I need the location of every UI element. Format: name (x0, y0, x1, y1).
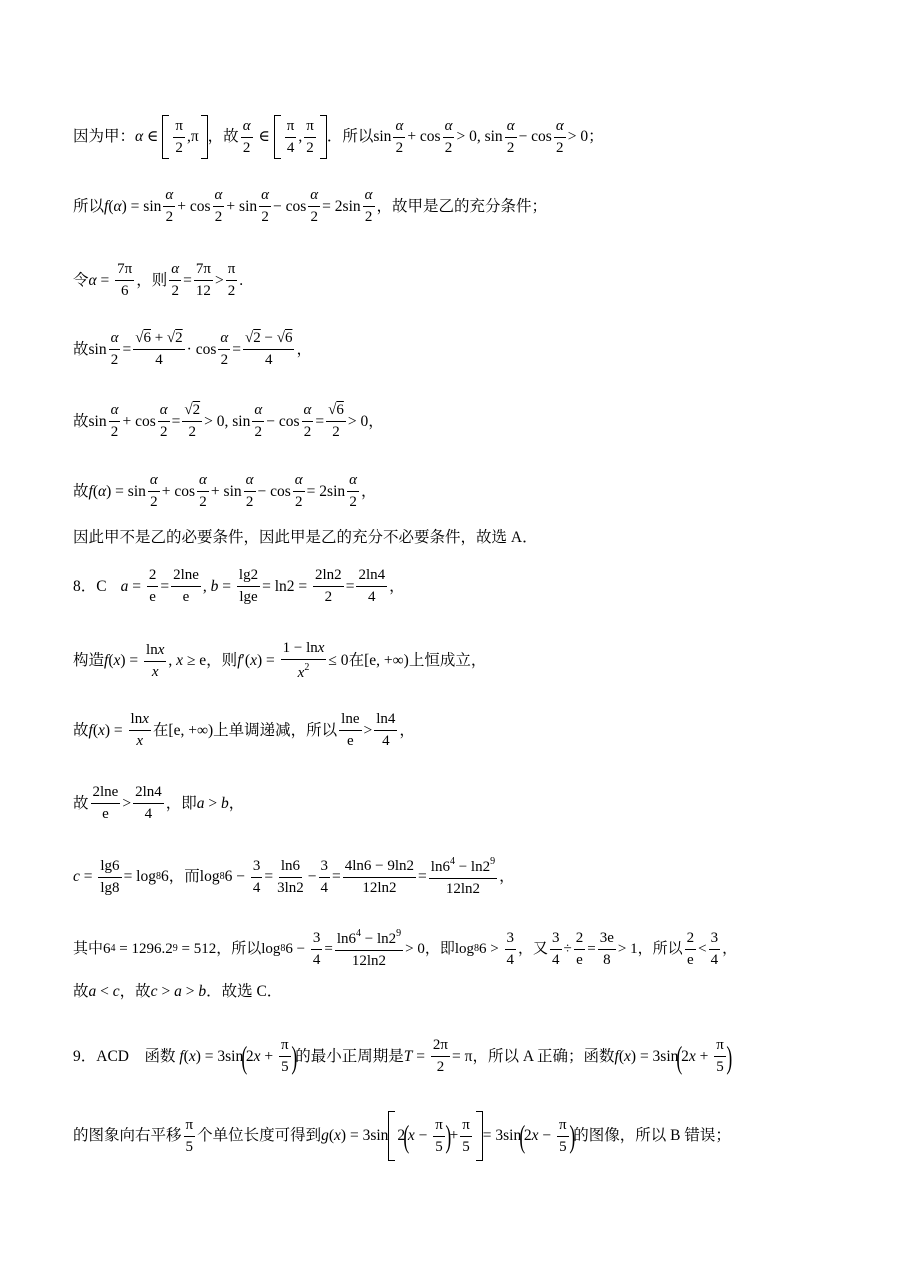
line-5: 故 sin $\frac{\alpha}{2}$ + cos $\frac{\alpha}{2}$ = $\frac{√2}{2}$ > 0, sin $\frac{\alpha}{2}$ − cos $\frac{\alpha}{2}$ = $\frac{√6}{2}$ > 0 ， (73, 402, 384, 440)
text: ，又 (518, 940, 549, 957)
line-4: 故 sin $\frac{\alpha}{2}$ = $\frac{√6 + √2}{4}$ · cos $\frac{\alpha}{2}$ = $\frac{√2 - √6}{4}$ ， (73, 330, 312, 368)
text: ，则 (206, 652, 238, 670)
text: ； (588, 128, 604, 146)
text: 9．ACD 函数 (73, 1047, 176, 1065)
line-2: 所以 f ( α ) = sin $\frac{\alpha}{2}$ + cos $\frac{\alpha}{2}$ + sin $\frac{\alpha}{2}$ − cos $\frac{\alpha}{2}$ = 2sin $\frac{\alpha}{2}$ ，故甲是乙的充分条件； (73, 187, 548, 225)
text: ， (228, 794, 245, 812)
line-10: 故 f ( x ) = $\frac{\ln x}{x}$ 在 [e, +∞) 上单调递减，所以 $\frac{\ln e}{e}$ > $\frac{\ln 4}{4}$ ， (73, 711, 415, 749)
text: 故 (73, 482, 89, 500)
text: ．所以 (326, 128, 374, 146)
text: 因此甲不是乙的必要条件，因此甲是乙的充分不必要条件，故选 A． (73, 529, 538, 546)
text: ， (399, 721, 415, 739)
text: ，所以 (216, 940, 262, 957)
line-3: 令 α = $\frac{7\pi}{6}$ ，则 $\frac{\alpha}{2}$ = $\frac{7\pi}{12}$ > $\frac{\pi}{2}$ . (73, 261, 244, 299)
text: ．故选 C． (206, 983, 283, 1000)
text: ，所以 (637, 940, 683, 957)
line-6: 故 f ( α ) = sin $\frac{\alpha}{2}$ + cos $\frac{\alpha}{2}$ + sin $\frac{\alpha}{2}$ − cos $\frac{\alpha}{2}$ = 2sin $\frac{\alpha}{2}$ ， (73, 472, 377, 510)
text: 的图象向右平移 (73, 1127, 182, 1145)
text: ，则 (136, 271, 168, 289)
text: 故 (73, 412, 89, 430)
text: 的最小正周期是 (295, 1047, 404, 1065)
line-16: 的图象向右平移 $\frac{\pi}{5}$ 个单位长度可得到 g ( x ) = 3sin 2 ( x − $\frac{\pi}{5}$ ) + $\frac{\pi}{5}$ = 3sin ( 2 x − $\frac{\pi}{5}$ ) 的图像，所以 B 错误； (73, 1111, 860, 1161)
text: 上单调递减，所以 (213, 721, 338, 739)
text: ，故甲是乙的充分条件； (376, 197, 548, 215)
text: ， (499, 868, 515, 886)
text: ， (361, 482, 377, 500)
text: 8．C (73, 577, 107, 595)
text: 故 (73, 721, 89, 739)
text: 在 (348, 652, 365, 670)
text: ， (389, 577, 405, 595)
text: 故 (73, 794, 89, 812)
line-11: 故 $\frac{2\ln e}{e}$ > $\frac{2\ln 4}{4}$ ，即 a > b ， (73, 784, 245, 822)
text: ，故 (119, 983, 151, 1000)
text: ， (722, 940, 738, 957)
line-15: 9．ACD 函数 f ( x ) = 3sin ( 2 x + $\frac{\pi}{5}$ ) 的最小正周期是 T = $\frac{2\pi}{2}$ = π ，所以 A 正确；函数 f ( x ) = 3sin ( 2 x + $\frac{\pi}{5}$ ) (73, 1037, 733, 1075)
text: 个单位长度可得到 (197, 1127, 322, 1145)
line-1: 因为甲： α ∈ $\frac{\pi}{2}$ ,π ，故 $\frac{\alpha}{2}$ ∈ $\frac{\pi}{4}$ , $\frac{\pi}{2}$ ．所以 sin $\frac{\alpha}{2}$ + cos $\frac{\alpha}{2}$ > 0, sin $\frac{\alpha}{2}$ − cos $\frac{\alpha}{2}$ > 0 ； (73, 115, 860, 159)
line-7 (73, 530, 860, 546)
text: 构造 (73, 652, 105, 670)
text: 在 (152, 721, 169, 739)
text: ，而 (168, 868, 200, 886)
text: 因为甲： (73, 128, 136, 146)
text: ， (368, 412, 384, 430)
text: 故 (73, 340, 89, 358)
text: 的图像，所以 B 错误； (573, 1127, 731, 1145)
text: 其中 (73, 940, 104, 957)
line-12: c = $\frac{\lg 6}{\lg 8}$ = log 8 6 ，而 log 8 6 − $\frac{3}{4}$ = $\frac{\ln 6}{3\ln 2}$ − $\frac{3}{4}$ = $\frac{4\ln 6 - 9\ln 2}{12\ln 2}$ = $\frac{\ln 6^4 - \ln 2^9}{12\ln 2}$ ， (73, 856, 515, 897)
text: ，即 (165, 794, 197, 812)
text: ，故 (207, 128, 239, 146)
text: 所以 (73, 197, 105, 215)
text: ， (296, 340, 312, 358)
text: ，所以 A 正确；函数 (472, 1047, 615, 1065)
line-9: 构造 f ( x ) = $\frac{\ln x}{x}$ , x ≥ e ，则 f ′( x ) = $\frac{1 - \ln x}{x^2}$ ≤ 0 在 [e, +∞) 上恒成立， (73, 640, 487, 681)
line-8: 8．C a = $\frac{2}{e}$ = $\frac{2\ln e}{e}$ , b = $\frac{\lg 2}{\lg e}$ = ln2 = $\frac{2\ln 2}{2}$ = $\frac{2\ln 4}{4}$ ， (73, 567, 405, 605)
text: 故 (73, 983, 89, 1000)
line-14: 故 a < c ，故 c > a > b ．故选 C． (73, 983, 283, 1000)
text: 令 (73, 271, 89, 289)
text: ，即 (424, 940, 455, 957)
line-13: 其中 6 4 = 1296.2 9 = 512 ，所以 log 8 6 − $\frac{3}{4}$ = $\frac{\ln 6^4 - \ln 2^9}{12\ln 2}$ > 0 ，即 log 8 6 > $\frac{3}{4}$ ，又 $\frac{3}{4}$ ÷ $\frac{2}{e}$ = $\frac{3e}{8}$ > 1 ，所以 $\frac{2}{e}$ < $\frac{3}{4}$ ， (73, 928, 738, 969)
text: 上恒成立， (408, 652, 487, 670)
